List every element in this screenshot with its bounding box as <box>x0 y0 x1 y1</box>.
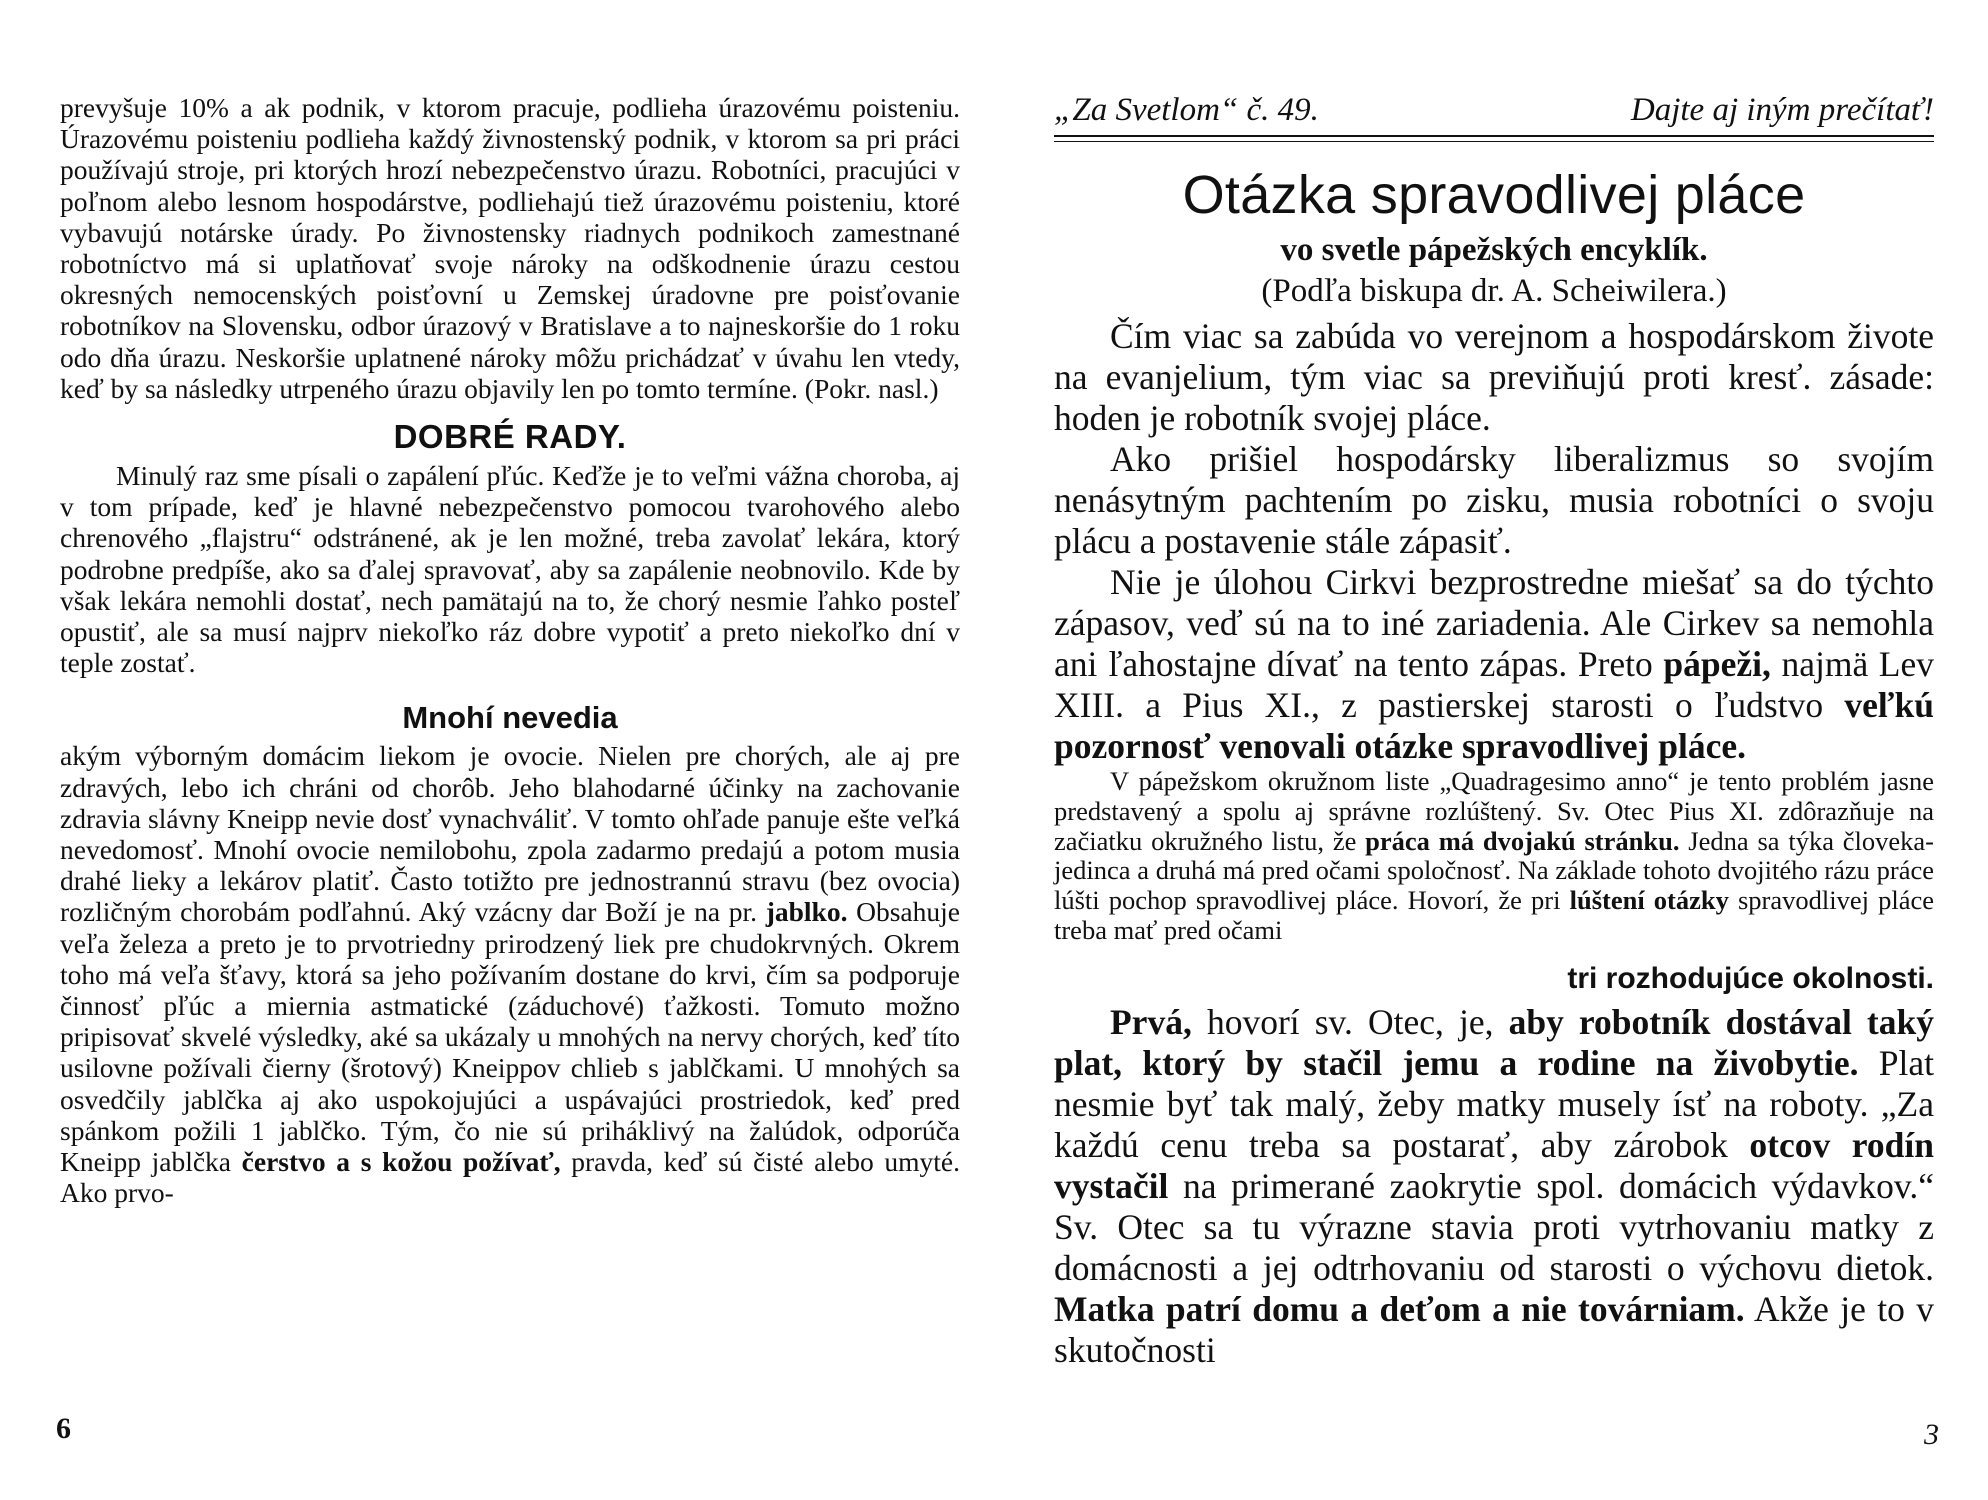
running-header-right: Dajte aj iným prečítať! <box>1630 92 1934 128</box>
right-paragraph-2: Ako prišiel hospodársky liberalizmus so svojím nenásytným pachtením po zisku, musia robotníci o svoju plácu a postavenie stále zápasiť. <box>1054 439 1934 561</box>
right-column <box>1054 92 1934 1371</box>
subheading-tri-okolnosti: tri rozhodujúce okolnosti. <box>1567 961 1934 995</box>
p4-text-2: Jedna sa týka človeka-jedinca a druhá má pred očami spoločnosť. Na základe tohoto dvojitého rázu práce lúšti pochop spravodlivej pláce. Hovorí, že pri <box>1054 825 1934 916</box>
fruit-text-1: akým výborným domácim liekom je ovocie. Nielen pre chorých, ale aj pre zdravých, lebo ich chráni od chorôb. Jeho blahodarné účinky na zachovanie zdravia slávny Kneipp nevie dosť vynachváliť. V tomto ohľade panuje ešte veľká nevedomosť. Mnohí ovocie nemilobohu, zpola zadarmo predajú a potom musia drahé lieky a lekárov platiť. Často totižto pre jednostrannú stravu (bez ovocia) rozličným chorobám podľahnú. Aký vzácny dar Boží je na pr. <box>60 740 960 928</box>
p4-bold-2: lúštení otázky <box>1569 885 1729 916</box>
p3-text-1: Nie je úlohou Cirkvi bezprostredne miešať sa do týchto zápasov, veď sú na to iné zariadenia. Ale Cirkev sa nemohla ani ľahostajne dívať na tento zápas. Preto <box>1054 562 1934 684</box>
left-paragraph-insurance: prevyšuje 10% a ak podnik, v ktorom pracuje, podlieha úrazovému poisteniu. Úrazovému poisteniu podlieha každý živnostenský podnik, v ktorom sa pri práci používajú stroje, pri ktorých hrozí nebezpečenstvo úrazu. Robotníci, pracujúci v poľnom alebo lesnom hospodárstve, podliehajú tiež úrazovému poisteniu, ktoré vybavujú notárske úrady. Po živnostensky riadnych podnikoch zamestnané robotníctvo má si uplatňovať svoje nároky na odškodnenie úrazu cestou okresných nemocenských poisťovní u Zemskej úradovne pre poisťovanie robotníkov na Slovensku, odbor úrazový v Bratislave a to najneskoršie do 1 roku odo dňa úrazu. Neskoršie uplatnené nároky môžu prichádzať v úvahu len vtedy, keď by sa následky utrpeného úrazu objavily len po tomto termíne. (Pokr. nasl.) <box>60 92 960 404</box>
fruit-text-3: pravda, keď sú čisté alebo umyté. Ako prvo- <box>60 1146 960 1209</box>
right-page-number: 3 <box>1924 1418 1939 1451</box>
right-paragraph-1: Čím viac sa zabúda vo verejnom a hospodárskom živote na evanjelium, tým viac sa previňujú proti kresť. zásade: hoden je robotník svojej pláce. <box>1054 316 1934 438</box>
left-column <box>60 92 960 1209</box>
right-paragraph-3 <box>1054 562 1934 767</box>
p5-text-2: Plat nesmie byť tak malý, žeby matky musely ísť na roboty. „Za každú cenu treba sa postarať, aby zárobok <box>1054 1042 1934 1165</box>
p3-bold-2: veľkú pozornosť venovali otázke spravodlivej pláce. <box>1054 685 1934 766</box>
running-header <box>1054 92 1934 133</box>
p5-bold-2: aby robotník dostával taký plat, ktorý by stačil jemu a rodine na živobytie. <box>1054 1001 1934 1083</box>
fruit-bold-1: jablko. <box>765 896 848 928</box>
p3-text-2: najmä Lev XIII. a Pius XI., z pastierskej starosti o ľudstvo <box>1054 644 1934 725</box>
p5-bold-4: Matka patrí domu a deťom a nie továrniam. <box>1054 1288 1745 1329</box>
right-paragraph-4 <box>1054 767 1934 946</box>
article-title: Otázka spravodlivej pláce <box>1182 165 1806 225</box>
heading-mnohi-nevedia: Mnohí nevedia <box>402 700 618 736</box>
p4-text-3: spravodlivej pláce treba mať pred očami <box>1054 885 1934 945</box>
article-subtitle: vo svetle pápežských encyklík. <box>1280 232 1708 268</box>
header-rule-thick <box>1054 135 1934 137</box>
p5-text-1: hovorí sv. Otec, je, <box>1191 1001 1509 1042</box>
p5-bold-3: otcov rodín vystačil <box>1054 1124 1934 1206</box>
fruit-text-2: Obsahuje veľa železa a preto je to prvotriedny prirodzený liek pre chudokrvných. Okrem toho má veľa šťavy, ktorá sa jeho požívaním dostane do krvi, čím sa podporuje činnosť pľúc a miernia astmatické (záduchové) ťažkosti. Tomuto možno pripisovať skvelé výsledky, aké sa ukázaly u mnohých na nervy chorých, keď títo usilovne požívali čierny (šrotový) Kneippov chlieb s jablčkami. U mnohých sa osvedčily jablčka aj ako uspokojujúci a uspávajúci prostriedok, keď pred spánkom požili 1 jablčko. Tým, čo nie sú priháklivý na žalúdok, odporúča Kneipp jablčka <box>60 896 960 1178</box>
header-rule-thin <box>1054 141 1934 142</box>
p5-text-4: Akže je to v skutočnosti <box>1054 1288 1934 1370</box>
p5-bold-1: Prvá, <box>1110 1001 1192 1042</box>
running-header-left: „Za Svetlom“ č. 49. <box>1054 92 1319 128</box>
p3-bold-1: pápeži, <box>1663 644 1771 684</box>
left-page-number: 6 <box>56 1412 71 1445</box>
p4-bold-1: práca má dvojakú stránku. <box>1365 825 1680 856</box>
left-paragraph-pneumonia: Minulý raz sme písali o zapálení pľúc. Keďže je to veľmi vážna choroba, aj v tom prípade, keď je hlavné nebezpečenstvo pomocou tvarohového alebo chrenového „flajstru“ odstránené, ak je len možné, treba zavolať lekára, ktorý podrobne predpíše, ako sa ďalej spravovať, aby sa zapálenie neobnovilo. Kde by však lekára nemohli dostať, nech pamätajú na to, že chorý nesmie ľahko posteľ opustiť, ale sa musí najprv niekoľko ráz dobre vypotiť a preto niekoľko dní v teple zostať. <box>60 460 960 679</box>
right-page <box>994 0 1988 1500</box>
p4-text-1: V pápežskom okružnom liste „Quadragesimo anno“ je tento problém jasne predstavený a spolu aj správne rozlúštený. Sv. Otec Pius XI. zdôrazňuje na začiatku okružného listu, že <box>1054 766 1934 856</box>
heading-dobre-rady: DOBRÉ RADY. <box>393 418 627 456</box>
fruit-bold-2: čerstvo a s kožou požívať, <box>241 1146 561 1178</box>
right-paragraph-5 <box>1054 1002 1934 1371</box>
article-byline: (Podľa biskupa dr. A. Scheiwilera.) <box>1261 273 1727 309</box>
p5-text-3: na primerané zaokrytie spol. domácich výdavkov.“ Sv. Otec sa tu výrazne stavia proti vytrhovaniu matky z domácnosti a jej odtrhovaniu od starosti o výchovu dietok. <box>1054 1165 1934 1288</box>
left-paragraph-fruit <box>60 740 960 1208</box>
